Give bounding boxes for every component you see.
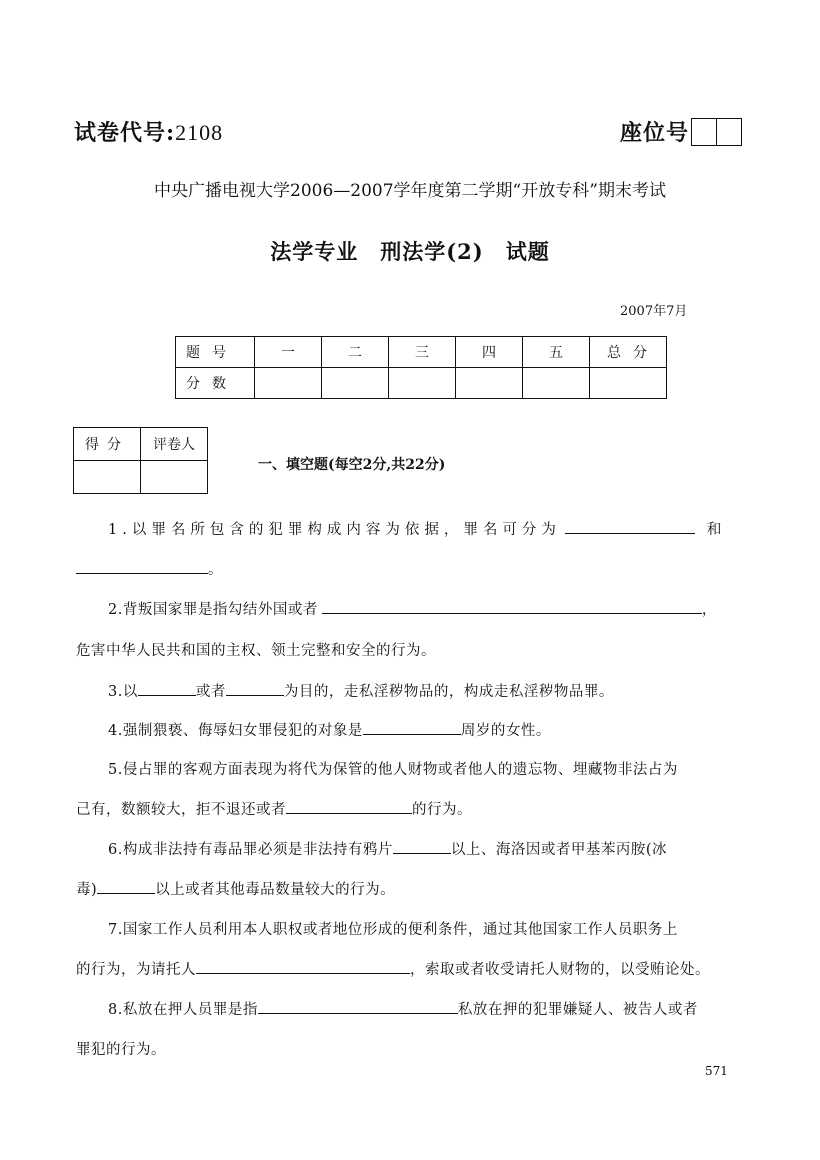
score-cell[interactable] bbox=[389, 368, 456, 399]
answer-blank[interactable] bbox=[286, 799, 412, 814]
question-2-cont: 危害中华人民共和国的主权、领土完整和安全的行为。 bbox=[76, 643, 436, 659]
seat-number-boxes bbox=[691, 118, 742, 146]
question-text: 8.私放在押人员罪是指 bbox=[108, 1002, 258, 1018]
question-6-cont bbox=[76, 878, 395, 899]
score-row-label-score: 分数 bbox=[176, 368, 255, 399]
paper-code bbox=[74, 116, 223, 147]
page-number: 571 bbox=[705, 1064, 728, 1078]
score-cell[interactable] bbox=[456, 368, 523, 399]
grader-name-cell[interactable] bbox=[141, 461, 208, 494]
answer-blank[interactable] bbox=[226, 681, 284, 696]
paper-code-value: 2108 bbox=[175, 120, 224, 145]
question-3 bbox=[108, 680, 614, 701]
question-text: ， bbox=[701, 602, 717, 618]
seat-number bbox=[620, 116, 742, 147]
score-col-total: 总分 bbox=[590, 337, 667, 368]
score-col-2: 二 bbox=[322, 337, 389, 368]
score-col-4: 四 bbox=[456, 337, 523, 368]
seat-box[interactable] bbox=[691, 118, 717, 146]
question-1-cont bbox=[76, 558, 223, 579]
question-text: 毒) bbox=[76, 882, 98, 898]
question-text: 以上或者其他毒品数量较大的行为。 bbox=[155, 882, 396, 898]
question-8-cont: 罪犯的行为。 bbox=[76, 1042, 166, 1058]
score-table-score-row bbox=[176, 368, 667, 399]
grader-table bbox=[73, 427, 208, 494]
grader-name-label: 评卷人 bbox=[141, 428, 208, 461]
subject-title: 法学专业 刑法学(2) 试题 bbox=[270, 239, 550, 264]
exam-date: 2007年7月 bbox=[620, 304, 688, 319]
question-6 bbox=[108, 838, 667, 859]
score-table-header-row bbox=[176, 337, 667, 368]
question-2 bbox=[108, 598, 717, 619]
answer-blank[interactable] bbox=[138, 681, 196, 696]
score-cell[interactable] bbox=[523, 368, 590, 399]
score-col-3: 三 bbox=[389, 337, 456, 368]
answer-blank[interactable] bbox=[322, 599, 702, 614]
question-text: 1.以罪名所包含的犯罪构成内容为依据，罪名可分为 bbox=[108, 522, 561, 538]
exam-title: 中央广播电视大学2006—2007学年度第二学期“开放专科”期末考试 bbox=[154, 181, 666, 201]
answer-blank[interactable] bbox=[258, 999, 458, 1014]
answer-blank[interactable] bbox=[363, 720, 461, 735]
section-1-title: 一、填空题(每空2分,共22分) bbox=[258, 457, 446, 473]
question-text: 2.背叛国家罪是指勾结外国或者 bbox=[108, 602, 318, 618]
grader-score-label: 得分 bbox=[74, 428, 141, 461]
score-table bbox=[175, 336, 667, 399]
question-text: 为目的，走私淫秽物品的，构成走私淫秽物品罪。 bbox=[283, 684, 614, 700]
score-cell[interactable] bbox=[590, 368, 667, 399]
score-col-5: 五 bbox=[523, 337, 590, 368]
question-text: ，索取或者收受请托人财物的，以受贿论处。 bbox=[410, 962, 710, 978]
question-text: 6.构成非法持有毒品罪必须是非法持有鸦片 bbox=[108, 842, 393, 858]
score-col-1: 一 bbox=[255, 337, 322, 368]
answer-blank[interactable] bbox=[76, 559, 208, 574]
question-text: 己有，数额较大，拒不退还或者 bbox=[76, 802, 286, 818]
question-1 bbox=[108, 518, 722, 539]
answer-blank[interactable] bbox=[97, 879, 155, 894]
question-5-cont bbox=[76, 798, 472, 819]
grader-score-cell[interactable] bbox=[74, 461, 141, 494]
score-cell[interactable] bbox=[322, 368, 389, 399]
question-text: 。 bbox=[208, 562, 223, 578]
answer-blank[interactable] bbox=[565, 519, 695, 534]
question-7: 7.国家工作人员利用本人职权或者地位形成的便利条件，通过其他国家工作人员职务上 bbox=[108, 922, 678, 938]
question-text: 或者 bbox=[195, 684, 226, 700]
question-5: 5.侵占罪的客观方面表现为将代为保管的他人财物或者他人的遗忘物、埋藏物非法占为 bbox=[108, 762, 678, 778]
question-text: 4.强制猥亵、侮辱妇女罪侵犯的对象是 bbox=[108, 723, 363, 739]
question-7-cont bbox=[76, 958, 710, 979]
score-row-label-question: 题号 bbox=[176, 337, 255, 368]
score-cell[interactable] bbox=[255, 368, 322, 399]
question-text: 的行为。 bbox=[412, 802, 472, 818]
question-text: 周岁的女性。 bbox=[460, 723, 551, 739]
paper-code-label: 试卷代号: bbox=[74, 120, 176, 146]
answer-blank[interactable] bbox=[393, 839, 451, 854]
question-text: 私放在押的犯罪嫌疑人、被告人或者 bbox=[457, 1002, 698, 1018]
question-4 bbox=[108, 719, 551, 740]
answer-blank[interactable] bbox=[196, 959, 410, 974]
seat-number-label: 座位号 bbox=[620, 120, 690, 146]
question-text: 和 bbox=[706, 522, 722, 538]
question-text: 的行为，为请托人 bbox=[76, 962, 196, 978]
seat-box[interactable] bbox=[717, 118, 742, 146]
question-8 bbox=[108, 998, 698, 1019]
question-text: 3.以 bbox=[108, 684, 138, 700]
question-text: 以上、海洛因或者甲基苯丙胺(冰 bbox=[450, 842, 667, 858]
